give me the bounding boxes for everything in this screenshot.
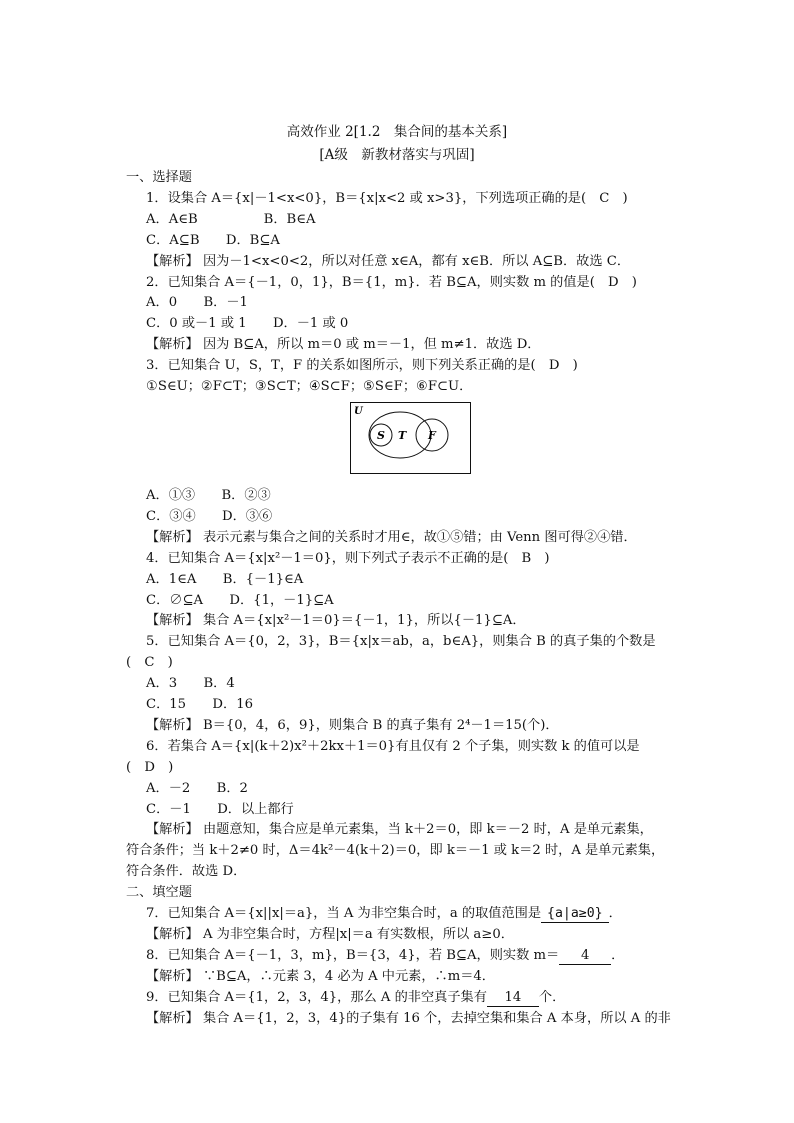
q6-answer: ( D )	[126, 759, 174, 775]
q6-stem: 6．若集合 A＝{x|(k＋2)x²＋2kx＋1＝0}有且仅有 2 个子集，则实数 k 的值可以是	[146, 738, 640, 754]
venn-label-u: U	[354, 405, 363, 417]
q9-stem-end: 个．	[538, 989, 566, 1005]
analysis-tag: 【解析】	[146, 1010, 199, 1026]
q3-items: ①S∈U；②F⊂T；③S⊂T；④S⊂F；⑤S∈F；⑥F⊂U．	[146, 379, 473, 395]
q5-analysis	[126, 716, 676, 737]
q9-analysis-text: 集合 A＝{1，2，3，4}的子集有 16 个，去掉空集和集合 A 本身，所以 A 的非	[202, 1010, 671, 1026]
q8-analysis-text: ∵B⊆A，∴元素 3，4 必为 A 中元素，∴m＝4．	[202, 968, 495, 984]
q8-analysis	[126, 967, 676, 988]
q1-stem: 1．设集合 A＝{x|－1<x<0}，B＝{x|x<2 或 x>3}，下列选项正确的是( C )	[146, 190, 628, 206]
q6-analysis-text: 由题意知，集合应是单元素集，当 k＋2＝0，即 k＝－2 时，A 是单元素集，	[202, 822, 653, 838]
q5-analysis-text: B＝{0，4，6，9}，则集合 B 的真子集有 2⁴－1＝15(个)．	[202, 717, 559, 733]
content	[126, 168, 676, 1030]
page-title: 高效作业 2[1.2 集合间的基本关系]	[286, 124, 508, 140]
q9-analysis	[126, 1009, 676, 1030]
q1-analysis-text: 因为－1<x<0<2，所以对任意 x∈A，都有 x∈B．所以 A⊆B．故选 C．	[202, 253, 631, 269]
q4-options-ab: A．1∈A B．{－1}∈A	[146, 571, 304, 587]
analysis-tag: 【解析】	[146, 968, 199, 984]
analysis-tag: 【解析】	[146, 613, 199, 629]
level-heading: [A级 新教材落实与巩固]	[319, 147, 475, 163]
q5-options-cd: C．15 D．16	[146, 697, 253, 713]
q6-analysis-line2: 符合条件；当 k＋2≠0 时，Δ＝4k²－4(k＋2)＝0，即 k＝－1 或 k＝2 时，A 是单元素集，	[126, 843, 665, 859]
q8-stem	[126, 946, 676, 967]
q6-analysis-line3: 符合条件．故选 D．	[126, 864, 247, 880]
q7-answer-blank: {a|a≥0}	[541, 905, 609, 923]
q3-analysis	[126, 528, 676, 549]
analysis-tag: 【解析】	[146, 717, 199, 733]
q5-answer: ( C )	[126, 655, 173, 671]
q1-options-ab: A．A∈B B．B∈A	[146, 211, 316, 227]
venn-label-f: F	[428, 428, 436, 442]
q1-options-cd: C．A⊆B D．B⊆A	[146, 232, 280, 248]
venn-label-s: S	[377, 428, 385, 442]
q6-options-cd: C．－1 D．以上都行	[146, 801, 294, 817]
q7-stem	[126, 904, 676, 925]
q6-options-ab: A．－2 B．2	[146, 780, 248, 796]
venn-diagram	[350, 402, 471, 474]
q2-stem: 2．已知集合 A＝{－1，0，1}，B＝{1，m}．若 B⊆A，则实数 m 的值是( D )	[146, 274, 637, 290]
q4-stem: 4．已知集合 A＝{x|x²－1＝0}，则下列式子表示不正确的是( B )	[146, 550, 550, 566]
q4-analysis-text: 集合 A＝{x|x²－1＝0}＝{－1，1}，所以{－1}⊆A．	[202, 613, 526, 629]
analysis-tag: 【解析】	[146, 253, 199, 269]
q1-analysis	[126, 252, 676, 273]
q8-stem-end: ．	[611, 947, 625, 963]
section-heading-fill: 二、填空题	[126, 885, 192, 901]
q7-analysis	[126, 925, 676, 946]
q3-options-ab: A．①③ B．②③	[146, 487, 271, 503]
q3-options-cd: C．③④ D．③⑥	[146, 508, 273, 524]
analysis-tag: 【解析】	[146, 927, 199, 942]
q8-answer-blank: 4	[559, 947, 611, 965]
q9-stem	[126, 988, 676, 1009]
q7-analysis-text: A 为非空集合时，方程|x|＝a 有实数根，所以 a≥0．	[202, 927, 514, 942]
q5-stem: 5．已知集合 A＝{0，2，3}，B＝{x|x＝ab，a，b∈A}，则集合 B 的真子集的个数是	[146, 634, 656, 650]
analysis-tag: 【解析】	[146, 529, 199, 545]
q9-answer-blank: 14	[487, 989, 539, 1007]
venn-diagram-wrap	[126, 398, 676, 486]
q4-options-cd: C．∅⊆A D．{1，－1}⊆A	[146, 592, 334, 608]
q8-stem-text: 8．已知集合 A＝{－1，3，m}，B＝{3，4}，若 B⊆A，则实数 m＝	[146, 947, 560, 963]
section-heading-choice: 一、选择题	[126, 170, 192, 185]
q2-analysis	[126, 335, 676, 356]
q9-stem-text: 9．已知集合 A＝{1，2，3，4}，那么 A 的非空真子集有	[146, 989, 487, 1005]
q3-analysis-text: 表示元素与集合之间的关系时才用∈，故①⑤错；由 Venn 图可得②④错．	[202, 529, 637, 545]
q2-options-ab: A．0 B．－1	[146, 295, 248, 311]
q5-options-ab: A．3 B．4	[146, 676, 235, 692]
q2-analysis-text: 因为 B⊆A，所以 m＝0 或 m＝－1，但 m≠1．故选 D．	[202, 337, 541, 353]
q6-analysis	[126, 820, 676, 841]
q2-options-cd: C．0 或－1 或 1 D．－1 或 0	[146, 316, 349, 332]
q7-stem-end: ．	[608, 906, 622, 922]
analysis-tag: 【解析】	[146, 337, 199, 353]
q4-analysis	[126, 611, 676, 632]
q3-stem: 3．已知集合 U，S，T，F 的关系如图所示，则下列关系正确的是( D )	[146, 358, 578, 374]
venn-label-t: T	[398, 428, 407, 442]
analysis-tag: 【解析】	[146, 822, 199, 838]
q7-stem-text: 7．已知集合 A＝{x||x|＝a}，当 A 为非空集合时，a 的取值范围是	[146, 906, 542, 922]
